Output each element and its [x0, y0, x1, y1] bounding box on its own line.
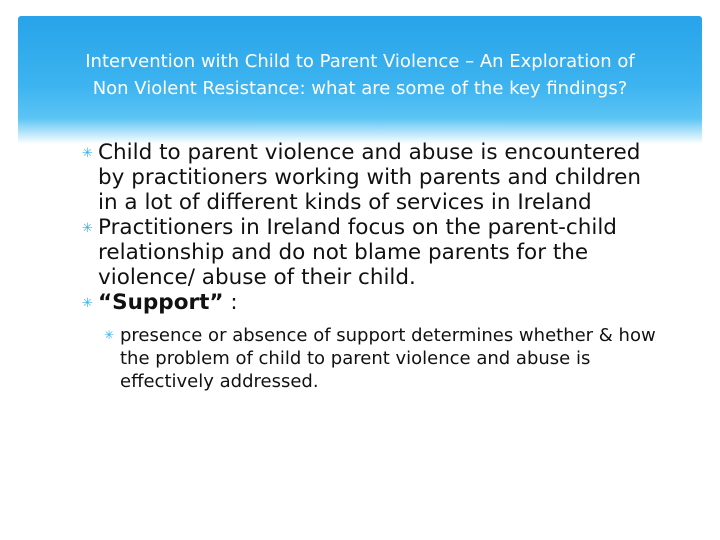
bullet-item: [70, 215, 660, 290]
bullet-text: Practitioners in Ireland focus on the parent-child relationship and do not blame parents for the violence/ abuse of their child.: [98, 215, 617, 290]
bullet-item: [70, 290, 660, 315]
support-heading: “Support”: [98, 290, 224, 315]
asterisk-bullet-icon: ✳: [82, 296, 93, 311]
bullet-item: [70, 140, 660, 215]
asterisk-bullet-icon: ✳: [82, 146, 93, 161]
sub-bullet-text: presence or absence of support determines whether & how the problem of child to parent violence and abuse is effectively addressed.: [120, 325, 656, 392]
slide-title-line-2: Non Violent Resistance: what are some of the key findings?: [92, 78, 628, 99]
asterisk-bullet-icon: ✳: [82, 221, 93, 236]
bullet-text: Child to parent violence and abuse is encountered by practitioners working with parents and children in a lot of different kinds of services in Ireland: [98, 140, 641, 215]
support-colon: :: [223, 290, 238, 315]
asterisk-bullet-icon: ✳: [104, 328, 115, 342]
sub-bullet-item: [70, 324, 660, 393]
slide-title-line-1: Intervention with Child to Parent Violence – An Exploration of: [85, 51, 635, 72]
slide-body: [70, 140, 660, 393]
slide-title: [18, 48, 702, 102]
